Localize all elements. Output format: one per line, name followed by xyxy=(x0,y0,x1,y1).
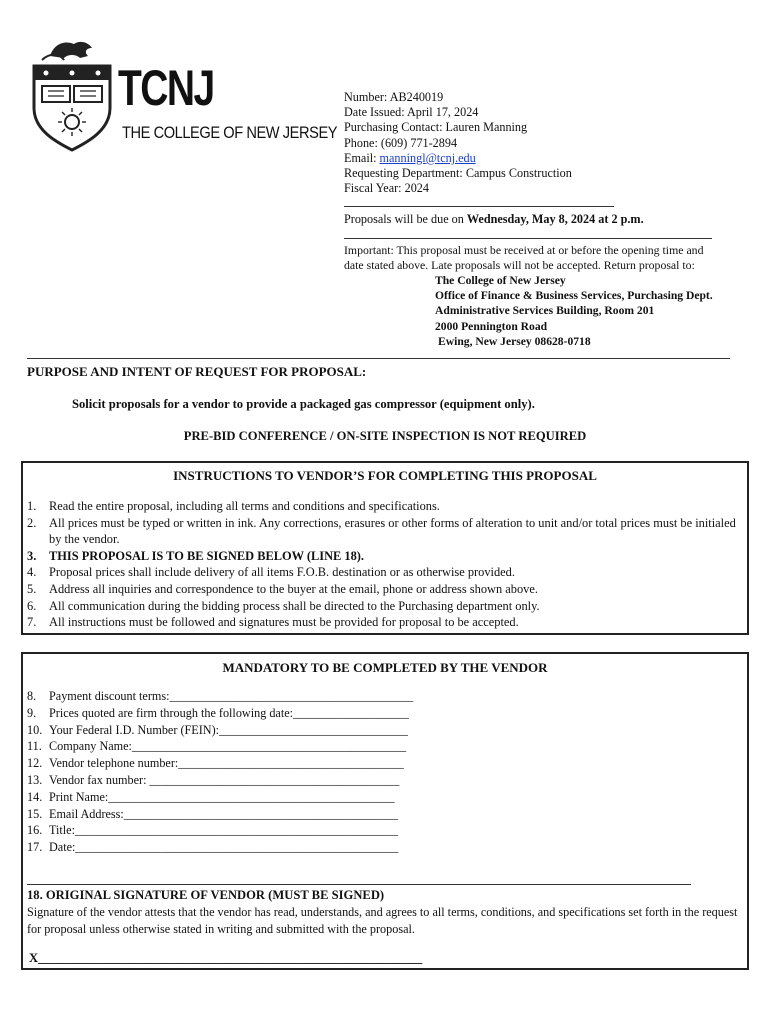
item-text: All communication during the bidding process shall be directed to the Purchasing department only. xyxy=(49,598,540,613)
list-item xyxy=(27,498,747,515)
form-field[interactable] xyxy=(27,789,413,806)
list-item xyxy=(27,515,747,548)
list-item xyxy=(27,564,747,581)
item-number: 2. xyxy=(27,515,37,530)
purpose-heading: PURPOSE AND INTENT OF REQUEST FOR PROPOSAL: xyxy=(27,364,367,379)
list-item xyxy=(27,598,747,615)
important-line-1: Important: This proposal must be received at or before the opening time and xyxy=(344,243,704,257)
field-label: Company Name:_____________________________________________ xyxy=(49,739,407,754)
signature-line[interactable]: X_____________________________________________________________ xyxy=(29,951,423,965)
item-number: 11. xyxy=(27,739,42,754)
field-label: Prices quoted are firm through the following date:___________________ xyxy=(49,705,409,720)
due-date-line xyxy=(344,212,644,227)
item-number: 3. xyxy=(27,548,37,563)
important-notice xyxy=(344,243,703,273)
divider xyxy=(344,238,712,239)
logo-wordmark: TCNJ xyxy=(118,60,214,116)
item-number: 7. xyxy=(27,615,37,630)
item-number: 4. xyxy=(27,565,37,580)
form-field[interactable] xyxy=(27,705,413,722)
item-text: Address all inquiries and correspondence to the buyer at the email, phone or address shown above. xyxy=(49,581,538,596)
mandatory-heading: MANDATORY TO BE COMPLETED BY THE VENDOR xyxy=(222,660,548,675)
phone: Phone: (609) 771-2894 xyxy=(344,135,458,150)
address-line: Administrative Services Building, Room 201 xyxy=(435,304,655,318)
list-item xyxy=(27,614,747,631)
field-label: Vendor telephone number:_____________________________________ xyxy=(49,756,404,771)
address-line: Ewing, New Jersey 08628-0718 xyxy=(438,334,591,348)
form-field[interactable] xyxy=(27,772,413,789)
item-text: Proposal prices shall include delivery of all items F.O.B. destination or as otherwise provided. xyxy=(49,565,515,580)
instructions-heading: INSTRUCTIONS TO VENDOR’S FOR COMPLETING THIS PROPOSAL xyxy=(173,468,597,483)
item-number: 13. xyxy=(27,772,43,787)
purpose-text: Solicit proposals for a vendor to provide a packaged gas compressor (equipment only). xyxy=(72,397,535,411)
due-prefix: Proposals will be due on xyxy=(344,212,467,226)
signature-text: Signature of the vendor attests that the vendor has read, understands, and agrees to all terms, conditions, and specifications set forth in the request for proposal unless otherwise stated in writing and submitted with the proposal. xyxy=(27,905,738,936)
item-text: Read the entire proposal, including all terms and conditions and specifications. xyxy=(49,499,440,513)
purchasing-contact: Purchasing Contact: Lauren Manning xyxy=(344,120,528,135)
rfp-number: Number: AB240019 xyxy=(344,90,444,104)
item-text: All prices must be typed or written in ink. Any corrections, erasures or other forms of alteration to unit and/or total prices must be initialed by the vendor. xyxy=(49,515,736,547)
item-number: 8. xyxy=(27,689,37,703)
item-number: 16. xyxy=(27,823,43,838)
date-issued: Date Issued: April 17, 2024 xyxy=(344,105,479,120)
form-field[interactable] xyxy=(27,806,413,823)
address-line: The College of New Jersey xyxy=(435,274,566,287)
item-number: 15. xyxy=(27,806,43,821)
signature-heading: 18. ORIGINAL SIGNATURE OF VENDOR (MUST BE SIGNED) xyxy=(27,888,385,902)
address-line: Office of Finance & Business Services, Purchasing Dept. xyxy=(435,289,713,303)
field-label: Email Address:_____________________________________________ xyxy=(49,806,399,821)
divider xyxy=(344,206,614,207)
return-address xyxy=(435,273,713,349)
item-text: THIS PROPOSAL IS TO BE SIGNED BELOW (LINE 18). xyxy=(49,548,365,563)
item-number: 17. xyxy=(27,840,43,855)
requesting-department: Requesting Department: Campus Construction xyxy=(344,166,572,181)
mandatory-list xyxy=(27,688,413,856)
item-number: 6. xyxy=(27,598,37,613)
item-number: 1. xyxy=(27,499,37,513)
due-date: Wednesday, May 8, 2024 at 2 p.m. xyxy=(466,212,644,226)
field-label: Your Federal I.D. Number (FEIN):_______________________________ xyxy=(49,722,408,737)
item-number: 12. xyxy=(27,756,43,771)
list-item xyxy=(27,548,747,565)
item-number: 5. xyxy=(27,581,37,596)
form-field[interactable] xyxy=(27,738,413,755)
form-field[interactable] xyxy=(27,688,413,705)
form-field[interactable] xyxy=(27,722,413,739)
field-label: Date:_____________________________________________________ xyxy=(49,840,399,855)
divider xyxy=(27,358,730,359)
email-label: Email: xyxy=(344,150,380,165)
form-field[interactable] xyxy=(27,822,413,839)
item-number: 14. xyxy=(27,789,43,804)
item-text: All instructions must be followed and signatures must be provided for proposal to be accepted. xyxy=(49,615,519,630)
important-line-2: date stated above. Late proposals will not be accepted. Return proposal to: xyxy=(344,258,695,273)
logo-subtitle: THE COLLEGE OF NEW JERSEY xyxy=(122,123,338,142)
field-label: Title:_____________________________________________________ xyxy=(49,823,398,838)
field-label: Payment discount terms:________________________________________ xyxy=(49,689,414,703)
fiscal-year: Fiscal Year: 2024 xyxy=(344,181,429,196)
conference-notice: PRE-BID CONFERENCE / ON-SITE INSPECTION IS NOT REQUIRED xyxy=(183,429,587,443)
item-number: 10. xyxy=(27,722,43,737)
college-seal-logo xyxy=(30,38,114,152)
form-field[interactable] xyxy=(27,839,413,856)
header-info xyxy=(344,90,572,196)
field-label: Print Name:_______________________________________________ xyxy=(49,789,395,804)
address-line: 2000 Pennington Road xyxy=(435,319,548,333)
item-number: 9. xyxy=(27,705,37,720)
email-link[interactable]: manningl@tcnj.edu xyxy=(379,150,476,165)
email-line xyxy=(344,151,572,166)
field-label: Vendor fax number: _________________________________________ xyxy=(49,772,400,787)
form-field[interactable] xyxy=(27,755,413,772)
list-item xyxy=(27,581,747,598)
instructions-list xyxy=(27,498,747,631)
divider xyxy=(27,884,691,885)
